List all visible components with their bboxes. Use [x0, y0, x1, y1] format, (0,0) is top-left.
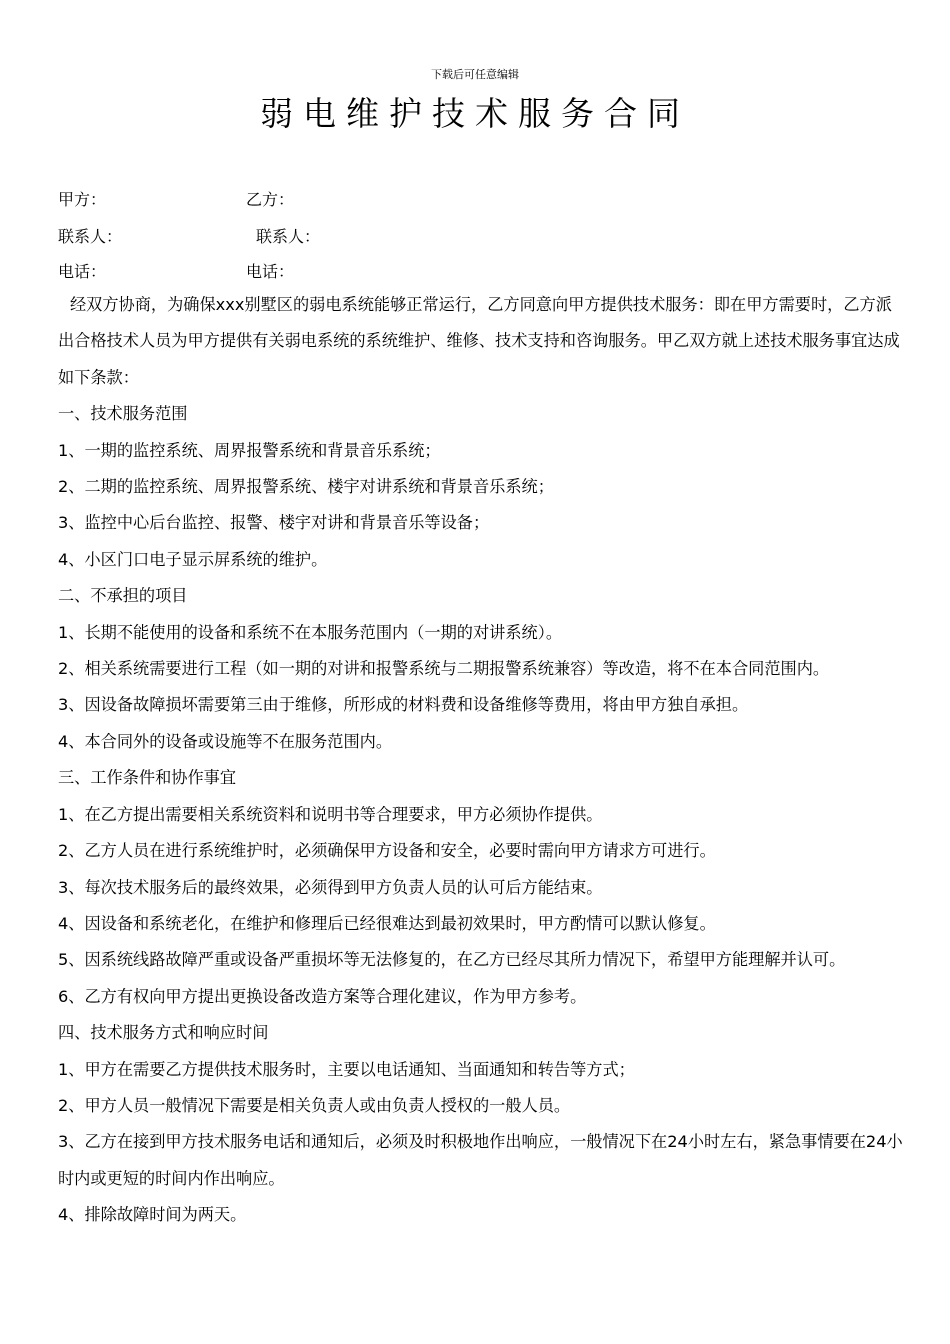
section-heading: 一、技术服务范围: [58, 404, 188, 424]
clause: 2、二期的监控系统、周界报警系统、楼宇对讲系统和背景音乐系统；: [58, 477, 554, 497]
clause: 3、每次技术服务后的最终效果，必须得到甲方负责人员的认可后方能结束。: [58, 877, 603, 897]
clause: 2、甲方人员一般情况下需要是相关负责人或由负责人授权的一般人员。: [58, 1095, 571, 1115]
header-note: 下载后可任意编辑: [431, 68, 519, 81]
contact-b-label: 联系人：: [256, 227, 321, 246]
section-heading: 三、工作条件和协作事宜: [58, 768, 237, 788]
clause: 3、因设备故障损坏需要第三由于维修，所形成的材料费和设备维修等费用，将由甲方独自承担。: [58, 695, 749, 715]
phone-b-label: 电话：: [246, 262, 295, 281]
clause: 3、监控中心后台监控、报警、楼宇对讲和背景音乐等设备；: [58, 513, 490, 533]
document-title: 弱电维护技术服务合同: [260, 94, 690, 133]
section-heading: 四、技术服务方式和响应时间: [58, 1023, 269, 1043]
party-a-label: 甲方：: [58, 190, 107, 209]
party-b-label: 乙方：: [246, 190, 295, 209]
contract-body: [58, 287, 906, 1234]
clause: 3、乙方在接到甲方技术服务电话和通知后，必须及时积极地作出响应，一般情况下在24小时左右，紧急事情要在24小时内或更短的时间内作出响应。: [58, 1132, 903, 1188]
clause: 6、乙方有权向甲方提出更换设备改造方案等合理化建议，作为甲方参考。: [58, 986, 587, 1006]
clause: 4、因设备和系统老化，在维护和修理后已经很难达到最初效果时，甲方酌情可以默认修复。: [58, 913, 716, 933]
clause: 4、排除故障时间为两天。: [58, 1205, 247, 1225]
clause: 1、甲方在需要乙方提供技术服务时，主要以电话通知、当面通知和转告等方式；: [58, 1059, 635, 1079]
clause: 1、一期的监控系统、周界报警系统和背景音乐系统；: [58, 440, 441, 460]
clause: 4、本合同外的设备或设施等不在服务范围内。: [58, 731, 393, 751]
intro-paragraph: 经双方协商，为确保xxx别墅区的弱电系统能够正常运行，乙方同意向甲方提供技术服务：即在甲方需要时，乙方派出合格技术人员为甲方提供有关弱电系统的系统维护、维修、技术支持和咨询服务。甲乙双方就上述技术服务事宜达成如下条款：: [58, 295, 900, 387]
clause: 1、在乙方提出需要相关系统资料和说明书等合理要求，甲方必须协作提供。: [58, 804, 603, 824]
clause: 2、乙方人员在进行系统维护时，必须确保甲方设备和安全，必要时需向甲方请求方可进行。: [58, 841, 716, 861]
clause: 5、因系统线路故障严重或设备严重损坏等无法修复的，在乙方已经尽其所力情况下，希望甲方能理解并认可。: [58, 950, 846, 970]
clause: 4、小区门口电子显示屏系统的维护。: [58, 549, 328, 569]
section-heading: 二、不承担的项目: [58, 586, 188, 606]
clause: 1、长期不能使用的设备和系统不在本服务范围内（一期的对讲系统）。: [58, 622, 563, 642]
phone-a-label: 电话：: [58, 262, 107, 281]
clause: 2、相关系统需要进行工程（如一期的对讲和报警系统与二期报警系统兼容）等改造，将不在本合同范围内。: [58, 659, 830, 679]
contact-a-label: 联系人：: [58, 227, 123, 246]
